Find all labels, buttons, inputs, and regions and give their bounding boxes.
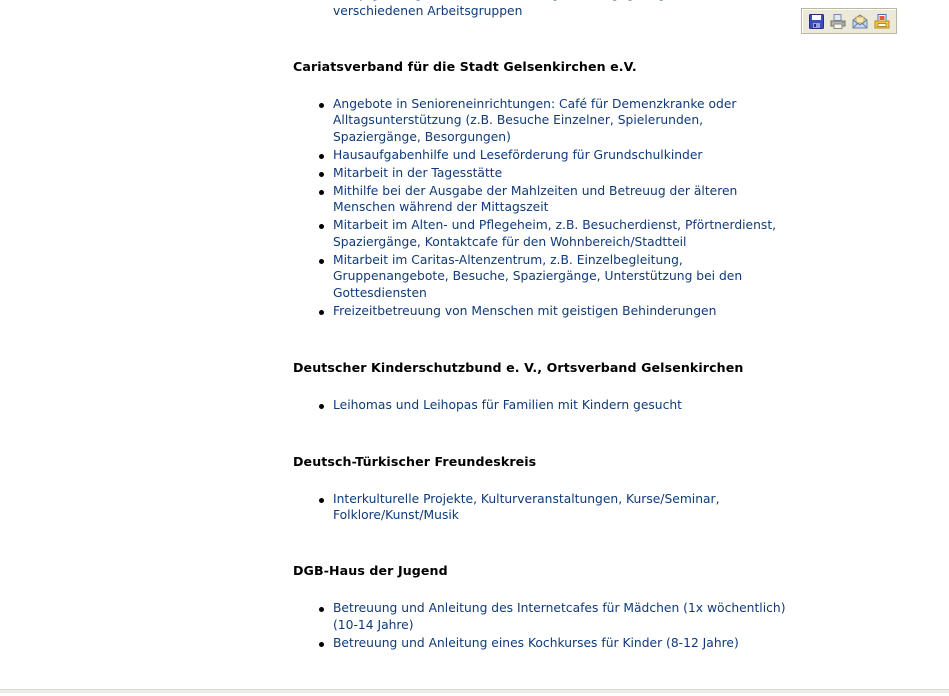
email-button[interactable] bbox=[851, 12, 869, 30]
spacer bbox=[293, 470, 793, 491]
spacer bbox=[293, 21, 793, 58]
spacer bbox=[293, 415, 793, 453]
list-item bbox=[333, 165, 793, 182]
previous-section-list bbox=[293, 0, 793, 19]
opportunity-list bbox=[293, 600, 793, 651]
item-link[interactable]: Leihomas und Leihopas für Familien mit Kindern gesucht bbox=[333, 397, 682, 412]
list-item bbox=[333, 217, 793, 250]
org-title: Deutscher Kinderschutzbund e. V., Ortsverband Gelsenkirchen bbox=[293, 359, 744, 375]
list-item bbox=[333, 303, 793, 320]
printer-icon bbox=[830, 14, 846, 29]
item-link[interactable]: Freizeitbetreuung von Menschen mit geistigen Behinderungen bbox=[333, 303, 717, 318]
item-link[interactable]: Mitarbeit in der Tagesstätte bbox=[333, 165, 503, 180]
item-link[interactable]: verschiedenen Arbeitsgruppen bbox=[333, 3, 523, 18]
list-item bbox=[333, 96, 793, 146]
spacer bbox=[293, 75, 793, 96]
list-item bbox=[333, 0, 793, 19]
volunteer-listing bbox=[293, 0, 793, 653]
list-item bbox=[333, 397, 793, 414]
item-link[interactable]: Mitarbeit im Alten- und Pflegeheim, z.B. Besucherdienst, Pförtnerdienst, Spaziergänge, Kontaktcafe für den Wohnbereich/Stadtteil bbox=[333, 218, 777, 249]
org-section-deutsch-tuerkisch bbox=[293, 453, 793, 524]
org-title: Cariatsverband für die Stadt Gelsenkirchen e.V. bbox=[293, 58, 637, 74]
spacer bbox=[293, 376, 793, 397]
print-preview-button[interactable] bbox=[873, 12, 891, 30]
list-item bbox=[333, 147, 793, 164]
list-item bbox=[333, 252, 793, 302]
save-button[interactable] bbox=[807, 12, 825, 30]
list-item bbox=[333, 491, 793, 524]
item-link[interactable]: Betreuung und Anleitung eines Kochkurses für Kinder (8-12 Jahre) bbox=[333, 635, 739, 650]
org-title: Deutsch-Türkischer Freundeskreis bbox=[293, 453, 537, 469]
list-item bbox=[333, 635, 793, 652]
item-link[interactable]: Mithilfe bei der Ausgabe der Mahlzeiten und Betreuug der älteren Menschen während der Mittagszeit bbox=[333, 183, 738, 214]
floppy-disk-icon bbox=[809, 14, 824, 29]
item-link[interactable]: Interkulturelle Projekte, Kulturveranstaltungen, Kurse/Seminar, Folklore/Kunst/Musik bbox=[333, 491, 720, 522]
spacer bbox=[293, 321, 793, 359]
window-bottom-edge bbox=[0, 689, 949, 693]
spacer bbox=[293, 579, 793, 600]
org-title: DGB-Haus der Jugend bbox=[293, 563, 448, 578]
opportunity-list bbox=[293, 397, 793, 414]
page-tools-toolbar bbox=[801, 8, 897, 34]
list-item bbox=[333, 183, 793, 216]
org-section-kinderschutzbund bbox=[293, 359, 793, 414]
item-link[interactable]: Betreuung und Anleitung des Internetcafes für Mädchen (1x wöchentlich) (10-14 Jahre) bbox=[333, 601, 786, 632]
item-link[interactable]: Angebote in Senioreneinrichtungen: Café für Demenzkranke oder Alltagsunterstützung (z.B. Besuche Einzelner, Spielerunden, Spaziergänge, Besorgungen) bbox=[333, 96, 737, 144]
item-link[interactable]: Hausaufgabenhilfe und Leseförderung für Grundschulkinder bbox=[333, 147, 703, 162]
list-item bbox=[333, 600, 793, 633]
print-button[interactable] bbox=[829, 12, 847, 30]
print-preview-icon bbox=[874, 14, 890, 29]
opportunity-list bbox=[293, 491, 793, 524]
envelope-icon bbox=[852, 14, 868, 29]
org-section-caritas bbox=[293, 58, 793, 320]
org-section-dgb-haus bbox=[293, 562, 793, 651]
spacer bbox=[293, 525, 793, 562]
item-link[interactable]: Mitarbeit im Caritas-Altenzentrum, z.B. Einzelbegleitung, Gruppenangebote, Besuche, Spaziergänge, Unterstützung bei den Gottesdiensten bbox=[333, 252, 743, 300]
opportunity-list bbox=[293, 96, 793, 320]
